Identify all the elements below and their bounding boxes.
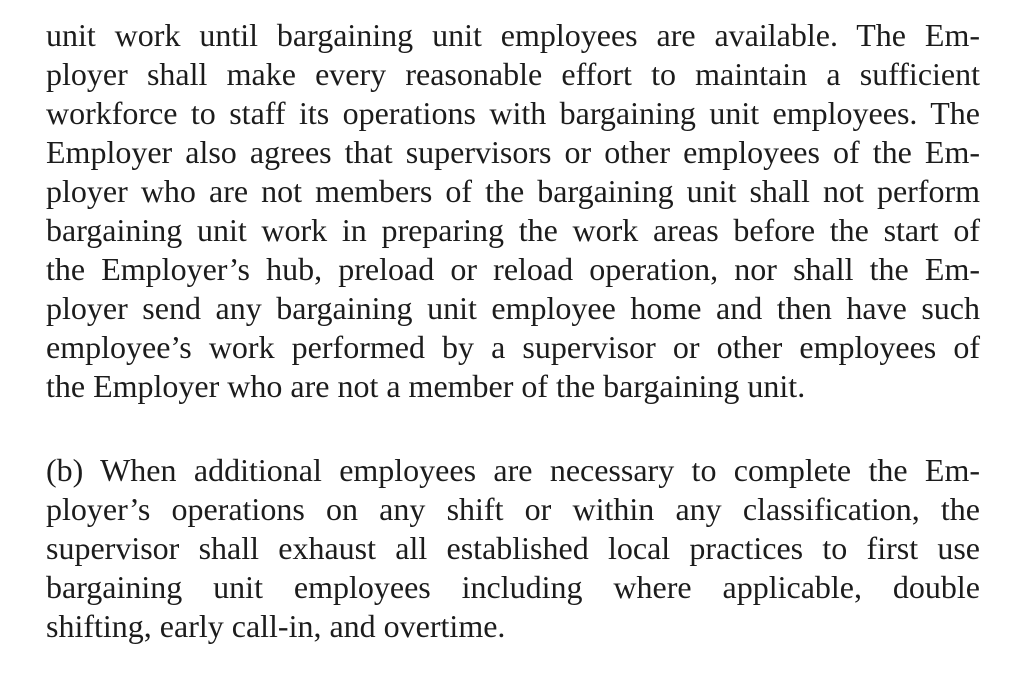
text-line: ployer who are not members of the bargaining unit shall not perform (46, 173, 980, 209)
text-line: ployer send any bargaining unit employee home and then have such (46, 290, 980, 326)
text-line: ployer shall make every reasonable effort to maintain a sufficient (46, 56, 980, 92)
text-line: workforce to staff its operations with bargaining unit employees. The (46, 95, 980, 131)
text-line: shifting, early call-in, and overtime. (46, 608, 506, 644)
text-line: the Employer who are not a member of the bargaining unit. (46, 368, 806, 404)
text-line: bargaining unit employees including where applicable, double (46, 569, 980, 605)
paragraph-continuation (46, 16, 980, 406)
text-line: the Employer’s hub, preload or reload operation, nor shall the Em- (46, 251, 980, 287)
text-line: ployer’s operations on any shift or within any classification, the (46, 491, 980, 527)
paragraph-b (46, 451, 980, 646)
text-line: Employer also agrees that supervisors or other employees of the Em- (46, 134, 980, 170)
text-line: bargaining unit work in preparing the work areas before the start of (46, 212, 980, 248)
text-line: (b) When additional employees are necessary to complete the Em- (46, 452, 980, 488)
text-line: supervisor shall exhaust all established local practices to first use (46, 530, 980, 566)
text-line: unit work until bargaining unit employees are available. The Em- (46, 17, 980, 53)
text-line: employee’s work performed by a supervisor or other employees of (46, 329, 980, 365)
